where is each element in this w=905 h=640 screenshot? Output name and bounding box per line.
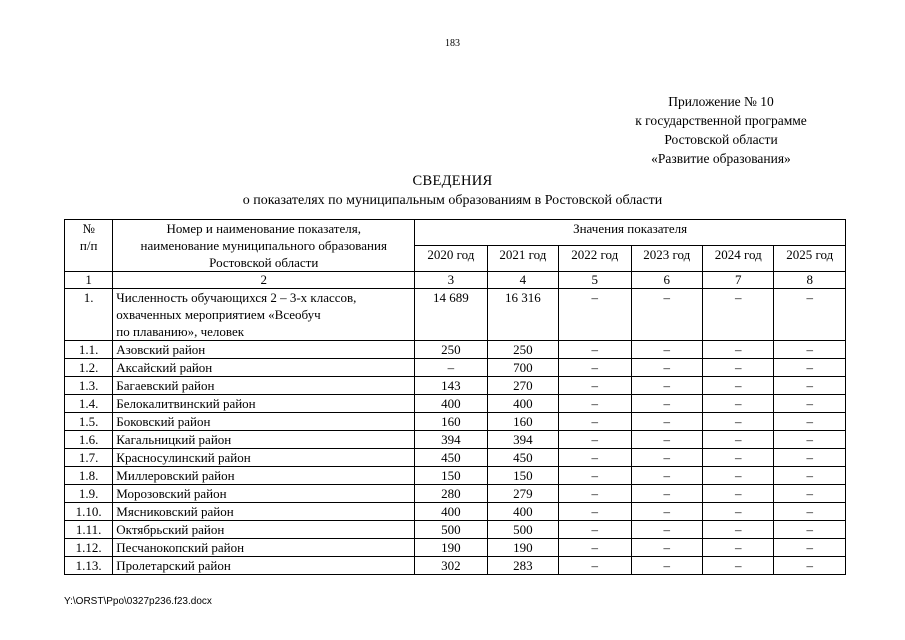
row-name: Численность обучающихся 2 – 3-х классов, охваченных мероприятием «Всеобуч по плаванию», человек (113, 289, 415, 341)
row-value: – (702, 359, 773, 377)
header-year: 2023 год (631, 246, 702, 272)
row-value: – (774, 341, 846, 359)
row-value: 400 (415, 503, 487, 521)
header-row-1 (65, 220, 846, 246)
header-name: Номер и наименование показателя, наименование муниципального образования Ростовской области (113, 220, 415, 272)
column-number: 4 (487, 272, 558, 289)
appendix-line-1: Приложение № 10 (668, 94, 774, 109)
row-value: – (702, 289, 773, 341)
row-number: 1.6. (65, 431, 113, 449)
row-value: – (631, 521, 702, 539)
row-value: – (702, 395, 773, 413)
row-value: 160 (415, 413, 487, 431)
row-value: – (774, 431, 846, 449)
file-path-footer: Y:\ORST\Ppo\0327p236.f23.docx (64, 596, 212, 607)
row-name: Пролетарский район (113, 557, 415, 575)
row-number: 1.11. (65, 521, 113, 539)
row-value: – (559, 557, 631, 575)
title-sub: о показателях по муниципальным образованиям в Ростовской области (242, 193, 663, 208)
header-num: № п/п (65, 220, 113, 272)
row-value: – (631, 395, 702, 413)
row-value: 500 (487, 521, 558, 539)
document-title (0, 172, 905, 210)
column-number: 8 (774, 272, 846, 289)
row-value: – (774, 289, 846, 341)
row-value: 270 (487, 377, 558, 395)
indicators-table (64, 219, 846, 575)
row-value: – (559, 359, 631, 377)
row-value: – (702, 503, 773, 521)
row-value: – (702, 485, 773, 503)
row-name: Боковский район (113, 413, 415, 431)
appendix-line-3: Ростовской области (664, 132, 778, 147)
row-value: 500 (415, 521, 487, 539)
header-values-group: Значения показателя (415, 220, 846, 246)
row-value: – (702, 539, 773, 557)
row-value: – (774, 503, 846, 521)
row-value: – (774, 413, 846, 431)
page-number: 183 (445, 38, 460, 49)
row-name: Мясниковский район (113, 503, 415, 521)
row-number: 1.1. (65, 341, 113, 359)
table-row (65, 449, 846, 467)
row-number: 1.8. (65, 467, 113, 485)
row-number: 1.7. (65, 449, 113, 467)
table-row (65, 485, 846, 503)
row-value: – (631, 413, 702, 431)
row-value: 283 (487, 557, 558, 575)
row-value: – (631, 341, 702, 359)
row-value: – (702, 449, 773, 467)
row-value: 302 (415, 557, 487, 575)
table-row (65, 395, 846, 413)
column-number: 7 (702, 272, 773, 289)
row-value: 279 (487, 485, 558, 503)
row-value: 16 316 (487, 289, 558, 341)
row-value: – (702, 377, 773, 395)
row-number: 1.12. (65, 539, 113, 557)
row-name: Азовский район (113, 341, 415, 359)
row-name: Красносулинский район (113, 449, 415, 467)
table-row (65, 503, 846, 521)
column-number-row (65, 272, 846, 289)
row-number: 1. (65, 289, 113, 341)
row-value: – (774, 449, 846, 467)
row-value: 190 (415, 539, 487, 557)
row-value: 450 (415, 449, 487, 467)
row-value: 150 (487, 467, 558, 485)
row-value: – (631, 503, 702, 521)
row-name: Миллеровский район (113, 467, 415, 485)
appendix-block (601, 92, 841, 168)
row-value: – (702, 341, 773, 359)
column-number: 1 (65, 272, 113, 289)
row-value: 394 (487, 431, 558, 449)
header-year: 2025 год (774, 246, 846, 272)
row-value: 14 689 (415, 289, 487, 341)
row-value: – (774, 539, 846, 557)
row-value: – (415, 359, 487, 377)
header-year: 2022 год (559, 246, 631, 272)
row-value: – (559, 521, 631, 539)
row-value: 190 (487, 539, 558, 557)
column-number: 6 (631, 272, 702, 289)
row-value: – (631, 359, 702, 377)
row-value: – (631, 289, 702, 341)
row-name: Кагальницкий район (113, 431, 415, 449)
row-value: – (559, 485, 631, 503)
title-main: СВЕДЕНИЯ (412, 173, 493, 189)
row-number: 1.2. (65, 359, 113, 377)
row-value: – (774, 485, 846, 503)
row-value: 280 (415, 485, 487, 503)
row-value: – (559, 289, 631, 341)
row-value: – (702, 467, 773, 485)
table-row (65, 557, 846, 575)
row-value: 400 (487, 503, 558, 521)
table-row (65, 521, 846, 539)
row-value: 143 (415, 377, 487, 395)
table-row (65, 539, 846, 557)
row-value: – (559, 467, 631, 485)
row-value: – (559, 377, 631, 395)
header-year: 2020 год (415, 246, 487, 272)
row-value: 160 (487, 413, 558, 431)
row-number: 1.10. (65, 503, 113, 521)
row-value: – (774, 395, 846, 413)
row-value: – (559, 431, 631, 449)
row-value: 700 (487, 359, 558, 377)
row-value: – (631, 557, 702, 575)
row-value: – (631, 467, 702, 485)
table-row (65, 413, 846, 431)
row-number: 1.13. (65, 557, 113, 575)
row-value: 400 (415, 395, 487, 413)
column-number: 5 (559, 272, 631, 289)
row-value: 450 (487, 449, 558, 467)
row-number: 1.4. (65, 395, 113, 413)
row-value: – (559, 539, 631, 557)
row-number: 1.3. (65, 377, 113, 395)
row-value: – (559, 449, 631, 467)
appendix-line-2: к государственной программе (635, 113, 807, 128)
table-row (65, 289, 846, 341)
table-row (65, 377, 846, 395)
row-name: Песчанокопский район (113, 539, 415, 557)
row-value: – (631, 539, 702, 557)
row-value: 250 (415, 341, 487, 359)
row-name: Белокалитвинский район (113, 395, 415, 413)
row-value: – (631, 377, 702, 395)
row-value: – (702, 431, 773, 449)
row-name: Аксайский район (113, 359, 415, 377)
row-value: – (559, 395, 631, 413)
row-value: – (559, 503, 631, 521)
row-value: – (702, 521, 773, 539)
row-value: – (631, 485, 702, 503)
row-value: – (774, 557, 846, 575)
row-value: – (559, 341, 631, 359)
row-value: – (631, 431, 702, 449)
row-value: – (702, 413, 773, 431)
row-name: Морозовский район (113, 485, 415, 503)
row-value: 400 (487, 395, 558, 413)
header-year: 2024 год (702, 246, 773, 272)
row-value: – (774, 359, 846, 377)
table-row (65, 431, 846, 449)
table-row (65, 359, 846, 377)
row-value: – (559, 413, 631, 431)
table-row (65, 467, 846, 485)
column-number: 3 (415, 272, 487, 289)
row-name: Октябрьский район (113, 521, 415, 539)
column-number: 2 (113, 272, 415, 289)
row-value: – (774, 377, 846, 395)
header-year: 2021 год (487, 246, 558, 272)
row-value: – (631, 449, 702, 467)
row-value: – (774, 467, 846, 485)
row-value: – (774, 521, 846, 539)
row-value: 250 (487, 341, 558, 359)
row-value: 394 (415, 431, 487, 449)
row-value: – (702, 557, 773, 575)
row-value: 150 (415, 467, 487, 485)
row-number: 1.5. (65, 413, 113, 431)
table-row (65, 341, 846, 359)
appendix-line-4: «Развитие образования» (651, 151, 791, 166)
row-number: 1.9. (65, 485, 113, 503)
row-name: Багаевский район (113, 377, 415, 395)
